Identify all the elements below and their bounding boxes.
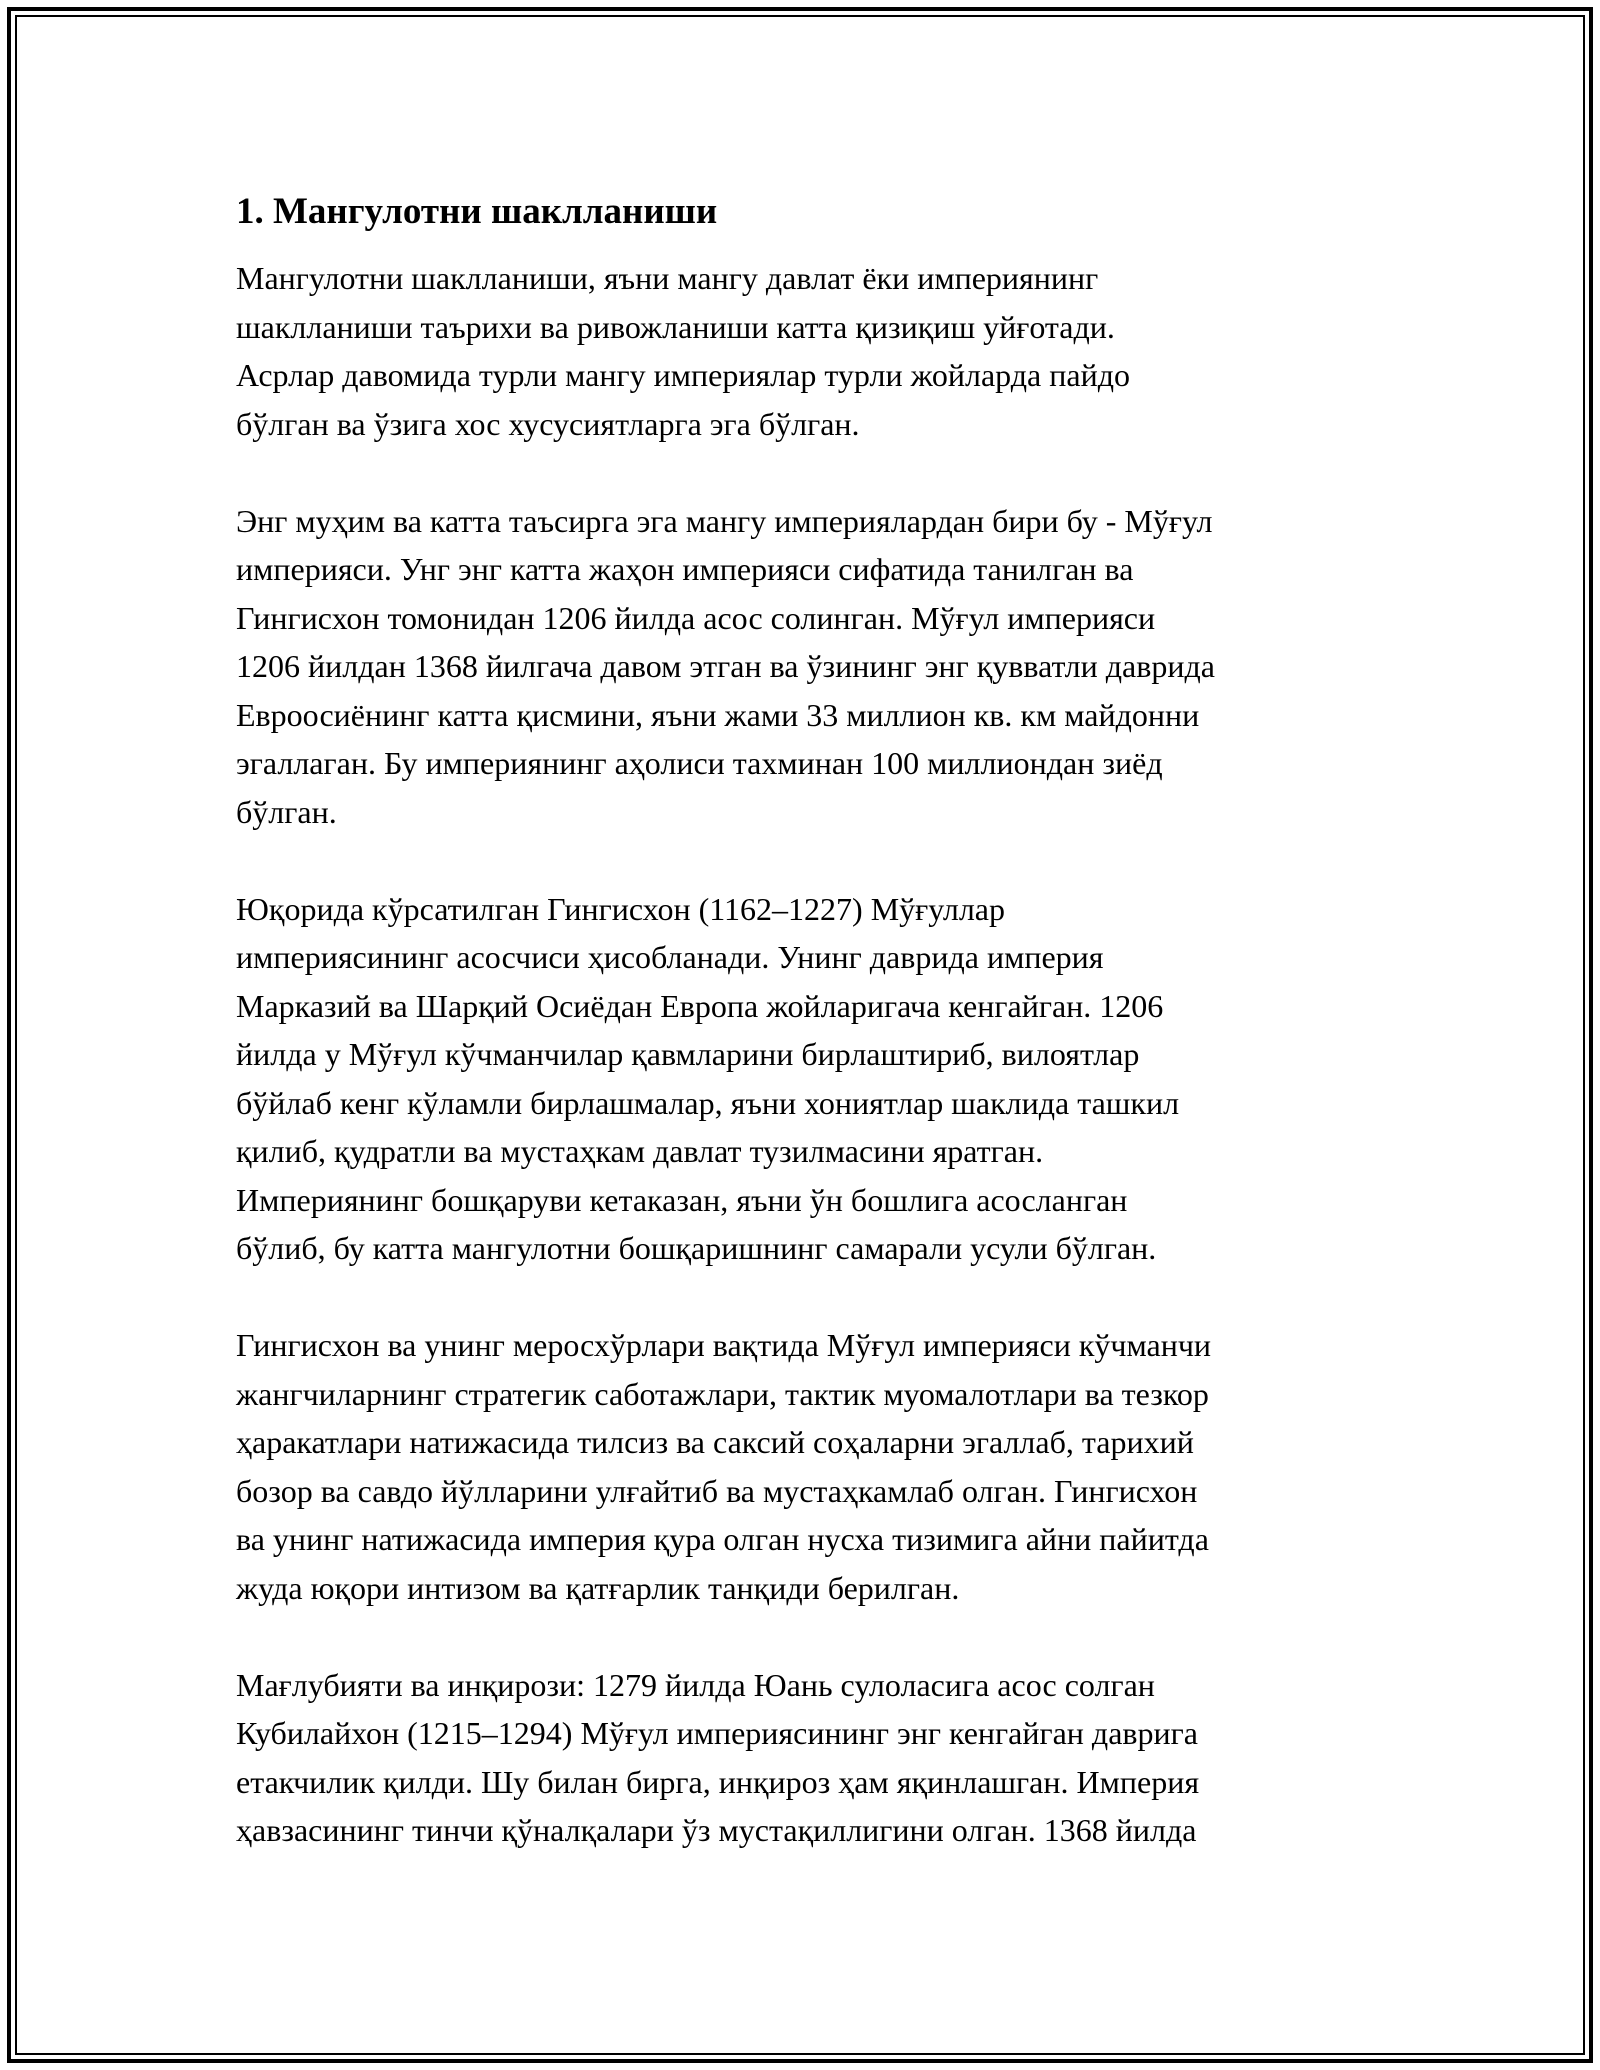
paragraph-5 [236, 1661, 1366, 1855]
section-heading: 1. Мангулотни шаклланиши [236, 191, 718, 232]
paragraph-3 [236, 885, 1366, 1273]
paragraph-line: жуда юқори интизом ва қатғарлик танқиди берилган. [236, 1569, 960, 1606]
paragraph-line: империяси. Унг энг катта жаҳон империяси сифатида танилган ва [236, 551, 1134, 587]
paragraph-line: жангчиларнинг стратегик саботажлари, тактик муомалотлари ва тезкор [236, 1375, 1209, 1412]
paragraph-line: йилда у Мўғул кўчманчилар қавмларини бирлаштириб, вилоятлар [236, 1036, 1140, 1072]
paragraph-line: шаклланиши таърихи ва ривожланиши катта қизиқиш уйғотади. [236, 308, 1115, 345]
document-body [236, 186, 1366, 1903]
paragraph-line: Кубилайхон (1215–1294) Мўғул империясининг энг кенгайган даврига [236, 1715, 1198, 1751]
paragraph-line: бўлган ва ўзига хос хусусиятларга эга бўлган. [236, 405, 860, 442]
paragraph-line: Асрлар давомида турли мангу империялар турли жойларда пайдо [236, 357, 1130, 393]
paragraph-line: 1206 йилдан 1368 йилгача давом этган ва ўзининг энг қувватли даврида [236, 648, 1215, 684]
paragraph-line: бўлган. [236, 793, 337, 830]
paragraph-line: Юқорида кўрсатилган Гингисхон (1162–1227) Мўғуллар [236, 890, 1005, 927]
paragraph-line: Империянинг бошқаруви кетаказан, яъни ўн бошлига асосланган [236, 1181, 1128, 1218]
paragraph-line: қилиб, қудратли ва мустаҳкам давлат тузилмасини яратган. [236, 1133, 1044, 1169]
paragraph-line: ҳавзасининг тинчи қўналқалари ўз мустақиллигини олган. 1368 йилда [236, 1812, 1197, 1848]
paragraph-line: Энг муҳим ва катта таъсирга эга мангу империялардан бири бу - Мўғул [236, 502, 1213, 539]
paragraph-line: Мангулотни шаклланиши, яъни мангу давлат ёки империянинг [236, 260, 1099, 296]
paragraph-1 [236, 254, 1366, 448]
paragraph-line: Мағлубияти ва инқирози: 1279 йилда Юань сулоласига асос солган [236, 1666, 1155, 1703]
paragraph-line: бозор ва савдо йўлларини улғайтиб ва мустаҳкамлаб олган. Гингисхон [236, 1472, 1198, 1509]
paragraph-line: бўлиб, бу катта мангулотни бошқаришнинг самарали усули бўлган. [236, 1230, 1157, 1266]
paragraph-line: Гингисхон томонидан 1206 йилда асос солинган. Мўғул империяси [236, 599, 1156, 636]
paragraph-line: империясининг асосчиси ҳисобланади. Унинг даврида империя [236, 939, 1104, 975]
paragraph-line: Марказий ва Шарқий Осиёдан Европа жойларигача кенгайган. 1206 [236, 987, 1164, 1024]
paragraph-line: ва унинг натижасида империя қура олган нусха тизимига айни пайитда [236, 1521, 1209, 1557]
paragraph-line: ҳаракатлари натижасида тилсиз ва саксий соҳаларни эгаллаб, тарихий [236, 1424, 1194, 1460]
paragraph-line: етакчилик қилди. Шу билан бирга, инқироз ҳам яқинлашган. Империя [236, 1763, 1200, 1800]
paragraph-line: эгаллаган. Бу империянинг аҳолиси тахминан 100 миллиондан зиёд [236, 745, 1163, 781]
paragraph-line: бўйлаб кенг кўламли бирлашмалар, яъни хониятлар шаклида ташкил [236, 1084, 1180, 1121]
paragraph-line: Гингисхон ва унинг меросхўрлари вақтида Мўғул империяси кўчманчи [236, 1327, 1212, 1363]
paragraph-2 [236, 497, 1366, 837]
paragraph-4 [236, 1321, 1366, 1612]
paragraph-line: Евроосиёнинг катта қисмини, яъни жами 33 миллион кв. км майдонни [236, 696, 1200, 733]
